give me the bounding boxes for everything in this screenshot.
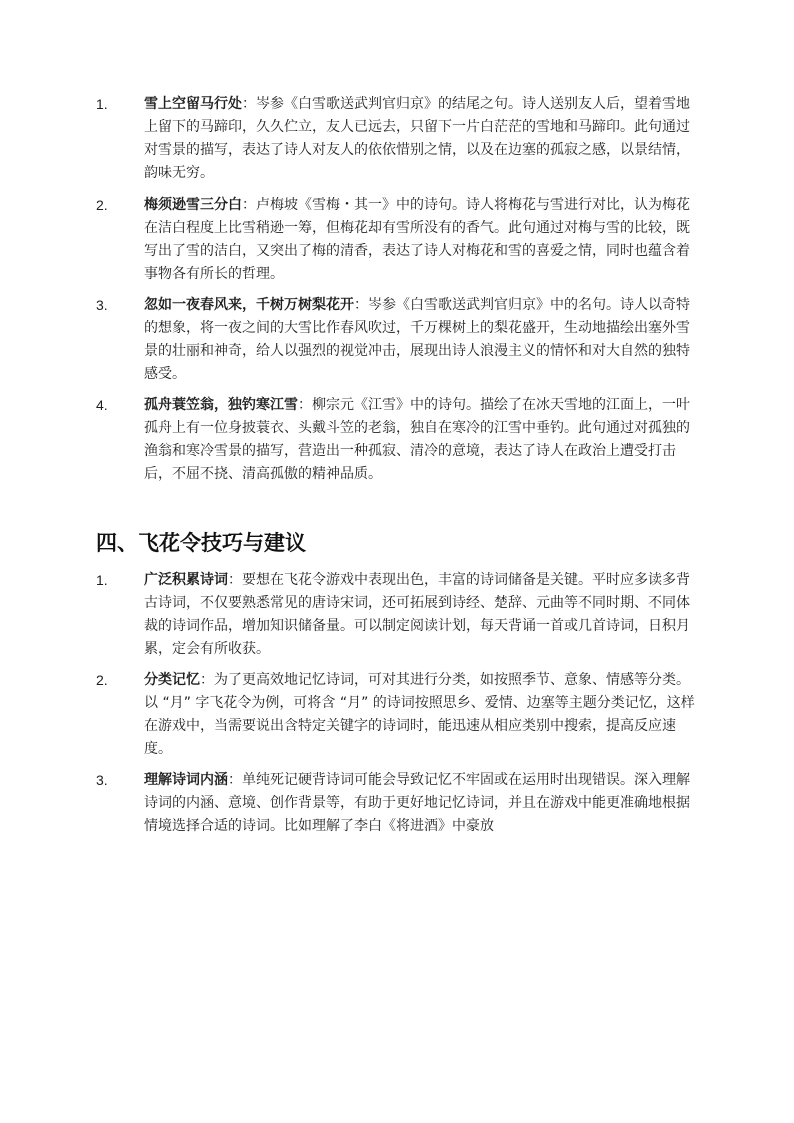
item-text: ：为了更高效地记忆诗词，可对其进行分类，如按照季节、意象、情感等分类。以 “月” 字飞花令为例，可将含 “月” 的诗词按照思乡、爱情、边塞等主题分类记忆，这样在游戏中，当需要说出含特定关键字的诗词时，能迅速从相应类别中搜索，提高反应速度。 <box>144 672 695 757</box>
item-term: 分类记忆 <box>144 672 200 688</box>
item-text: ：柳宗元《江雪》中的诗句。描绘了在冰天雪地的江面上，一叶孤舟上有一位身披蓑衣、头戴斗笠的老翁，独自在寒冷的江雪中垂钓。此句通过对孤独的渔翁和寒冷雪景的描写，营造出一种孤寂、清冷的意境，表达了诗人在政治上遭受打击后，不屈不挠、清高孤傲的精神品质。 <box>144 397 690 482</box>
item-text: ：单纯死记硬背诗词可能会导致记忆不牢固或在运用时出现错误。深入理解诗词的内涵、意境、创作背景等，有助于更好地记忆诗词，并且在游戏中能更准确地根据情境选择合适的诗词。比如理解了李白《将进酒》中豪放 <box>144 772 690 834</box>
tips-list <box>96 569 700 838</box>
item-number: 3. <box>96 297 108 313</box>
item-number: 3. <box>96 772 108 788</box>
list-item <box>96 294 700 386</box>
item-number: 1. <box>96 572 108 588</box>
item-number: 1. <box>96 96 108 112</box>
item-term: 孤舟蓑笠翁，独钓寒江雪 <box>144 397 298 413</box>
item-text: ：岑参《白雪歌送武判官归京》的结尾之句。诗人送别友人后，望着雪地上留下的马蹄印，久久伫立，友人已远去，只留下一片白茫茫的雪地和马蹄印。此句通过对雪景的描写，表达了诗人对友人的依依惜别之情，以及在边塞的孤寂之感，以景结情，韵味无穷。 <box>144 96 690 181</box>
section-heading: 四、飞花令技巧与建议 <box>96 531 306 555</box>
item-number: 2. <box>96 197 108 213</box>
item-term: 广泛积累诗词 <box>144 572 228 588</box>
item-term: 忽如一夜春风来，千树万树梨花开 <box>144 297 354 313</box>
item-text: ：卢梅坡《雪梅・其一》中的诗句。诗人将梅花与雪进行对比，认为梅花在洁白程度上比雪稍逊一筹，但梅花却有雪所没有的香气。此句通过对梅与雪的比较，既写出了雪的洁白，又突出了梅的清香，表达了诗人对梅花和雪的喜爱之情，同时也蕴含着事物各有所长的哲理。 <box>144 197 690 282</box>
list-item <box>96 569 700 661</box>
list-item <box>96 769 700 838</box>
item-text: ：岑参《白雪歌送武判官归京》中的名句。诗人以奇特的想象，将一夜之间的大雪比作春风吹过，千万棵树上的梨花盛开，生动地描绘出塞外雪景的壮丽和神奇，给人以强烈的视觉冲击，展现出诗人浪漫主义的情怀和对大自然的独特感受。 <box>144 297 690 382</box>
item-term: 雪上空留马行处 <box>144 96 242 112</box>
poem-line-list <box>96 93 700 486</box>
list-item <box>96 394 700 486</box>
item-term: 梅须逊雪三分白 <box>144 197 242 213</box>
list-item <box>96 669 700 761</box>
item-text: ：要想在飞花令游戏中表现出色，丰富的诗词储备是关键。平时应多读多背古诗词，不仅要熟悉常见的唐诗宋词，还可拓展到诗经、楚辞、元曲等不同时期、不同体裁的诗词作品，增加知识储备量。可以制定阅读计划，每天背诵一首或几首诗词，日积月累，定会有所收获。 <box>144 572 690 657</box>
item-number: 4. <box>96 397 108 413</box>
list-item <box>96 93 700 185</box>
list-item <box>96 194 700 286</box>
item-term: 理解诗词内涵 <box>144 772 228 788</box>
item-number: 2. <box>96 672 108 688</box>
